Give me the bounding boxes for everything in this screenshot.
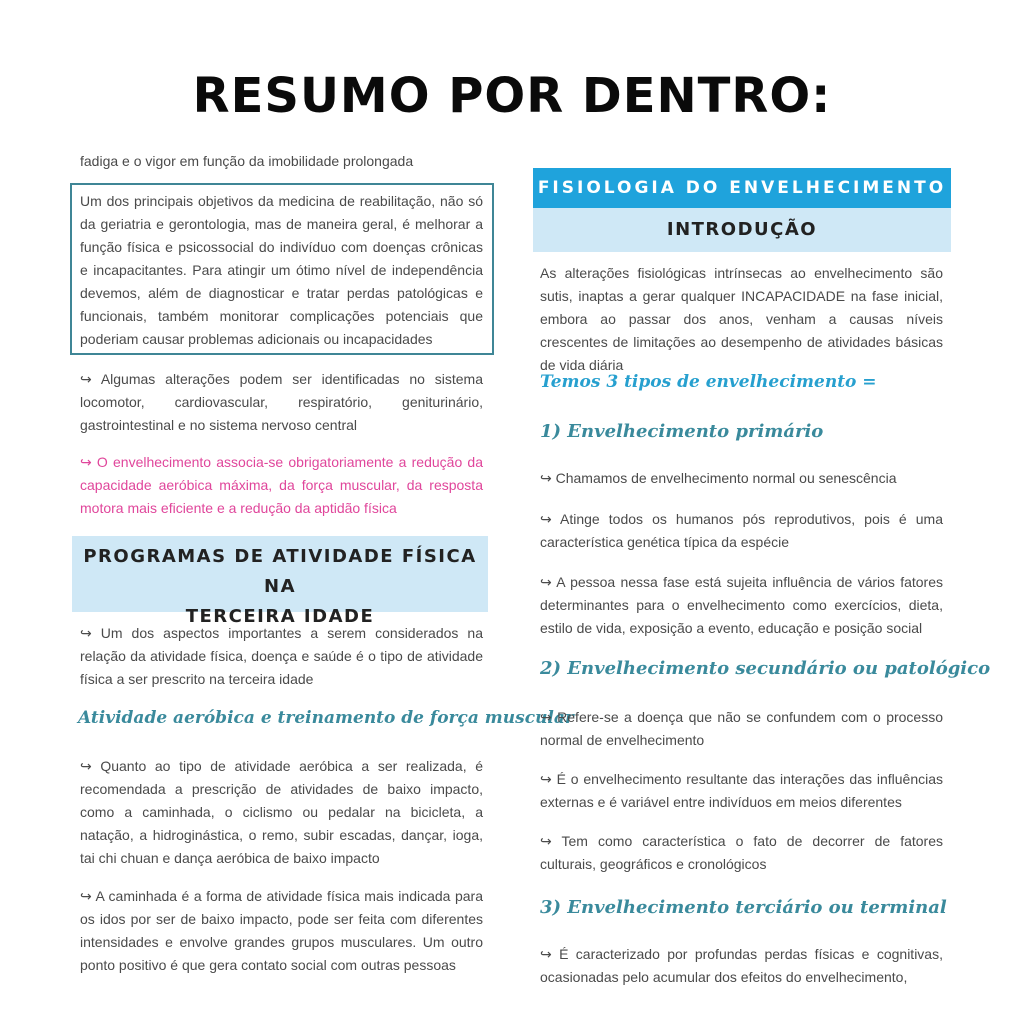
section-heading-programas xyxy=(72,536,488,627)
bullet-primario-2: ↪ Atinge todos os humanos pós reprodutivos, pois é uma característica genética típica da espécie xyxy=(540,511,943,550)
page-title: RESUMO POR DENTRO: xyxy=(192,68,832,124)
section-heading-line2: TERCEIRA IDADE xyxy=(185,606,375,627)
bullet-secundario-1: ↪ Refere-se a doença que não se confundem com o processo normal de envelhecimento xyxy=(540,709,943,748)
bottom-fade xyxy=(70,986,950,1024)
bullet-primario-1: ↪ Chamamos de envelhecimento normal ou senescência xyxy=(540,470,897,486)
bullet-atividade-aerobica: ↪ Quanto ao tipo de atividade aeróbica a ser realizada, é recomendada a prescrição de atividades de baixo impacto, como a caminhada, o ciclismo ou pedalar na bicicleta, a natação, a hidroginástica, o remo, subir escadas, dançar, ioga, tai chi chuan e dança aeróbica de baixo impacto xyxy=(80,758,483,866)
banner-fisiologia: FISIOLOGIA DO ENVELHECIMENTO xyxy=(533,168,951,208)
boxed-paragraph: Um dos principais objetivos da medicina de reabilitação, não só da geriatria e gerontologia, mas de maneira geral, é melhorar a função física e psicossocial do indivíduo com doenças crônicas e incapacitantes. Para atingir um ótimo nível de independência devemos, além de diagnosticar e tratar perdas patológicas e funcionais, também monitorar complicações potenciais que poderiam causar problemas adicionais ou incapacidades xyxy=(80,193,483,347)
subheading-atividade-aerobica: Atividade aeróbica e treinamento de força muscular xyxy=(78,708,574,728)
top-line: fadiga e o vigor em função da imobilidade prolongada xyxy=(80,153,414,169)
bullet-caminhada: ↪ A caminhada é a forma de atividade física mais indicada para os idos por ser de baixo impacto, pode ser feita com diferentes intensidades e envolve grandes grupos musculares. Um outro ponto positivo é que gera contato social com outras pessoas xyxy=(80,888,483,973)
section-heading-line1: PROGRAMAS DE ATIVIDADE FÍSICA NA xyxy=(83,546,477,597)
bullet-secundario-3: ↪ Tem como característica o fato de decorrer de fatores culturais, geográficos e cronológicos xyxy=(540,833,943,872)
intro-paragraph: As alterações fisiológicas intrínsecas ao envelhecimento são sutis, inaptas a gerar qualquer INCAPACIDADE na fase inicial, embora ao passar dos anos, venham a causas níveis crescentes de limitações ao desempenho de atividades básicas de vida diária xyxy=(540,265,943,373)
bullet-terciario-1: ↪ É caracterizado por profundas perdas físicas e cognitivas, ocasionadas pelo acumular dos efeitos do envelhecimento, xyxy=(540,946,943,985)
bullet-aspectos: ↪ Um dos aspectos importantes a serem considerados na relação da atividade física, doença e saúde é o tipo de atividade física a ser prescrito na terceira idade xyxy=(80,625,483,687)
bullet-envelhecimento-pink: ↪ O envelhecimento associa-se obrigatoriamente a redução da capacidade aeróbica máxima, da força muscular, da resposta motora mais eficiente e a redução da aptidão física xyxy=(80,454,483,516)
heading-envelhecimento-terciario: 3) Envelhecimento terciário ou terminal xyxy=(540,897,947,918)
bullet-secundario-2: ↪ É o envelhecimento resultante das interações das influências externas e é variável entre indivíduos em meios diferentes xyxy=(540,771,943,810)
bullet-primario-3: ↪ A pessoa nessa fase está sujeita influência de vários fatores determinantes para o envelhecimento como exercícios, dieta, estilo de vida, exposição a evento, educação e posição social xyxy=(540,574,943,636)
heading-envelhecimento-primario: 1) Envelhecimento primário xyxy=(540,421,824,442)
types-heading: Temos 3 tipos de envelhecimento = xyxy=(540,372,877,392)
intro-heading: INTRODUÇÃO xyxy=(533,208,951,252)
bullet-alteracoes: ↪ Algumas alterações podem ser identificadas no sistema locomotor, cardiovascular, respiratório, geniturinário, gastrointestinal e no sistema nervoso central xyxy=(80,371,483,433)
heading-envelhecimento-secundario: 2) Envelhecimento secundário ou patológico xyxy=(540,658,991,679)
